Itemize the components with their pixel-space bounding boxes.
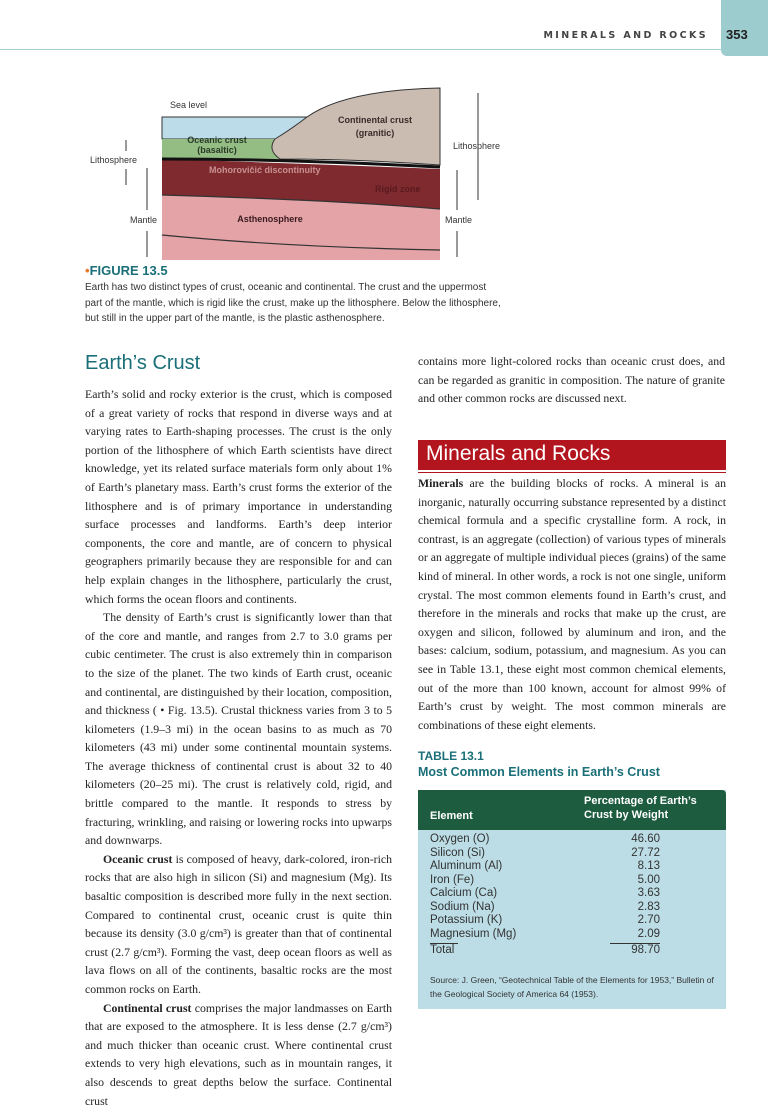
banner-rule (418, 472, 726, 473)
left-column (85, 352, 392, 1110)
continental-crust (272, 88, 440, 165)
paragraph: Earth’s solid and rocky exterior is the crust, which is composed of a great variety of rocks that respond in diverse ways and at varying rates to Earth-shaping processes. The crust is the only portion of the lithosphere of which Earth scientists have direct knowledge, yet its related surface materials form only about 1% of Earth’s planetary mass. Earth’s crust forms the exterior of the lithosphere and is of primary importance in understanding surface processes and landforms. Earth’s deep interior components, the core and mantle, are of concern to physical geographers primarily because they are responsible for and can help explain changes in the lithosphere, particularly the crust, which forms the ocean floors and continents. (85, 387, 392, 606)
element-cell: Potassium (K) (430, 914, 503, 927)
table-body (418, 830, 726, 957)
oceanic-crust-label: Oceanic crust (187, 135, 247, 145)
table-row (430, 928, 710, 942)
table-panel (418, 790, 726, 1009)
element-cell: Sodium (Na) (430, 900, 495, 913)
element-cell: Magnesium (Mg) (430, 927, 517, 940)
element-cell: Calcium (Ca) (430, 887, 498, 900)
element-cell: Aluminum (Al) (430, 860, 503, 873)
table-label: TABLE 13.1 (418, 749, 484, 764)
section-heading-earths-crust: Earth’s Crust (85, 352, 201, 374)
header-rule (0, 49, 722, 50)
value-cell: 5.00 (637, 873, 660, 886)
figure-title: •FIGURE 13.5 (85, 263, 168, 278)
value-cell: 2.70 (637, 914, 660, 927)
mantle-left-label: Mantle (130, 215, 158, 225)
paragraph: The density of Earth’s crust is significantly lower than that of the core and mantle, and ranges from 2.7 to 3.0 grams per cubic centimeter. The crust is also extremely thin in comparison to the size of the planet. The two kinds of Earth crust, oceanic and continental, are distinguished by their location, composition, and thickness ( • Fig. 13.5). Crustal thickness varies from 3 to 5 kilometers (1.9–3 mi) in the ocean basins to as much as 70 kilometers (43 mi) under some continental mountain systems. The average thickness of continental crust is about 32 to 40 kilometers (20–25 mi). The crust is relatively cold, rigid, and brittle compared to the mantle. It responds to stress by fracturing, wrinkling, and raising or lowering rocks into upwarps and downwarps. (85, 610, 392, 848)
paragraph: Oceanic crust is composed of heavy, dark-colored, iron-rich rocks that are also high in silicon (Si) and magnesium (Mg). Its basaltic composition is described more fully in the next section. Compared to continental crust, oceanic crust is quite thin because its density (3.0 g/cm³) is greater than that of continental crust (2.7 g/cm³). Forming the vast, deep ocean floors as well as lava flows on all of the continents, basaltic rocks are the most common rocks on Earth. (85, 851, 393, 996)
value-cell: 98.70 (610, 943, 660, 958)
value-cell: 8.13 (637, 860, 660, 873)
rigid-zone-label: Rigid zone (375, 184, 421, 194)
paragraph: Continental crust comprises the major landmasses on Earth that are exposed to the atmosphere. It is less dense (2.7 g/cm³) and much thicker than oceanic crust. Where continental crust extends to very high elevations, such as in mountain ranges, it also descends to great depths below the surface. Continental crust (85, 1000, 392, 1108)
table-row (430, 833, 710, 847)
value-cell: 46.60 (631, 833, 660, 846)
mantle-right-label: Mantle (445, 215, 473, 225)
element-cell: Iron (Fe) (430, 873, 475, 886)
header-element: Element (430, 810, 473, 823)
page-number: 353 (726, 27, 748, 42)
table-source: Source: J. Green, “Geotechnical Table of the Elements for 1953,” Bulletin of the Geological Society of America 64 (1953). (430, 974, 714, 999)
element-cell: Silicon (Si) (430, 846, 485, 859)
element-cell: Total (430, 943, 458, 958)
right-column-top (418, 352, 725, 408)
value-cell: 2.09 (637, 927, 660, 940)
granitic-label: (granitic) (355, 128, 395, 138)
lithosphere-right-label: Lithosphere (453, 141, 501, 151)
right-column-body (418, 474, 726, 1009)
value-cell: 2.83 (637, 900, 660, 913)
table-row (430, 860, 710, 874)
element-cell: Oxygen (O) (430, 833, 490, 846)
running-title: MINERALS AND ROCKS (543, 30, 708, 41)
table-row (430, 943, 710, 957)
moho-label: Mohorovičić discontinuity (209, 165, 321, 175)
table-row (430, 887, 710, 901)
paragraph: Minerals are the building blocks of rocks. A mineral is an inorganic, naturally occurring substance represented by a distinct chemical formula and a specific crystalline form. A rock, in contrast, is an aggregate (collection) of various types of minerals or an aggregate of multiple individual pieces (grains) of the same kind of mineral. In other words, a rock is not one single, uniform crystal. The most common elements found in Earth’s crust, and therefore in the minerals and rocks that make up the crust, are oxygen and silicon, followed by aluminum and iron, and the bases: calcium, sodium, potassium, and magnesium. As you can see in Table 13.1, these eight most common chemical elements, out of the more than 100 known, account for almost 99% of Earth’s crust by weight. The most common minerals are combinations of these eight elements. (418, 476, 726, 732)
figure-caption: Earth has two distinct types of crust, oceanic and continental. The crust and the uppermost part of the mantle, which is rigid like the crust, make up the lithosphere. Below the lithosphere, but still in the upper part of the mantle, is the plastic asthenosphere. (85, 282, 501, 324)
header-percentage: Percentage of Earth’s Crust by Weight (584, 795, 697, 822)
table-row (430, 847, 710, 861)
table-row (430, 914, 710, 928)
table-row (430, 901, 710, 915)
continental-crust-label: Continental crust (337, 115, 413, 125)
lithosphere-left-label: Lithosphere (90, 155, 138, 165)
section-heading-minerals-rocks: Minerals and Rocks (426, 442, 611, 465)
value-cell: 3.63 (637, 887, 660, 900)
paragraph: contains more light-colored rocks than oceanic crust does, and can be regarded as granitic in composition. The nature of granite and other common rocks are discussed next. (418, 354, 725, 406)
table-row (430, 874, 710, 888)
section-banner (418, 440, 726, 470)
table-block (418, 748, 726, 1009)
sea-level-label: Sea level (170, 100, 208, 110)
crust-diagram (85, 85, 505, 260)
basaltic-label: (basaltic) (197, 145, 237, 155)
asthenosphere-label: Asthenosphere (237, 214, 303, 224)
value-cell: 27.72 (631, 846, 660, 859)
table-title: Most Common Elements in Earth’s Crust (418, 765, 660, 780)
table-header (418, 790, 726, 830)
